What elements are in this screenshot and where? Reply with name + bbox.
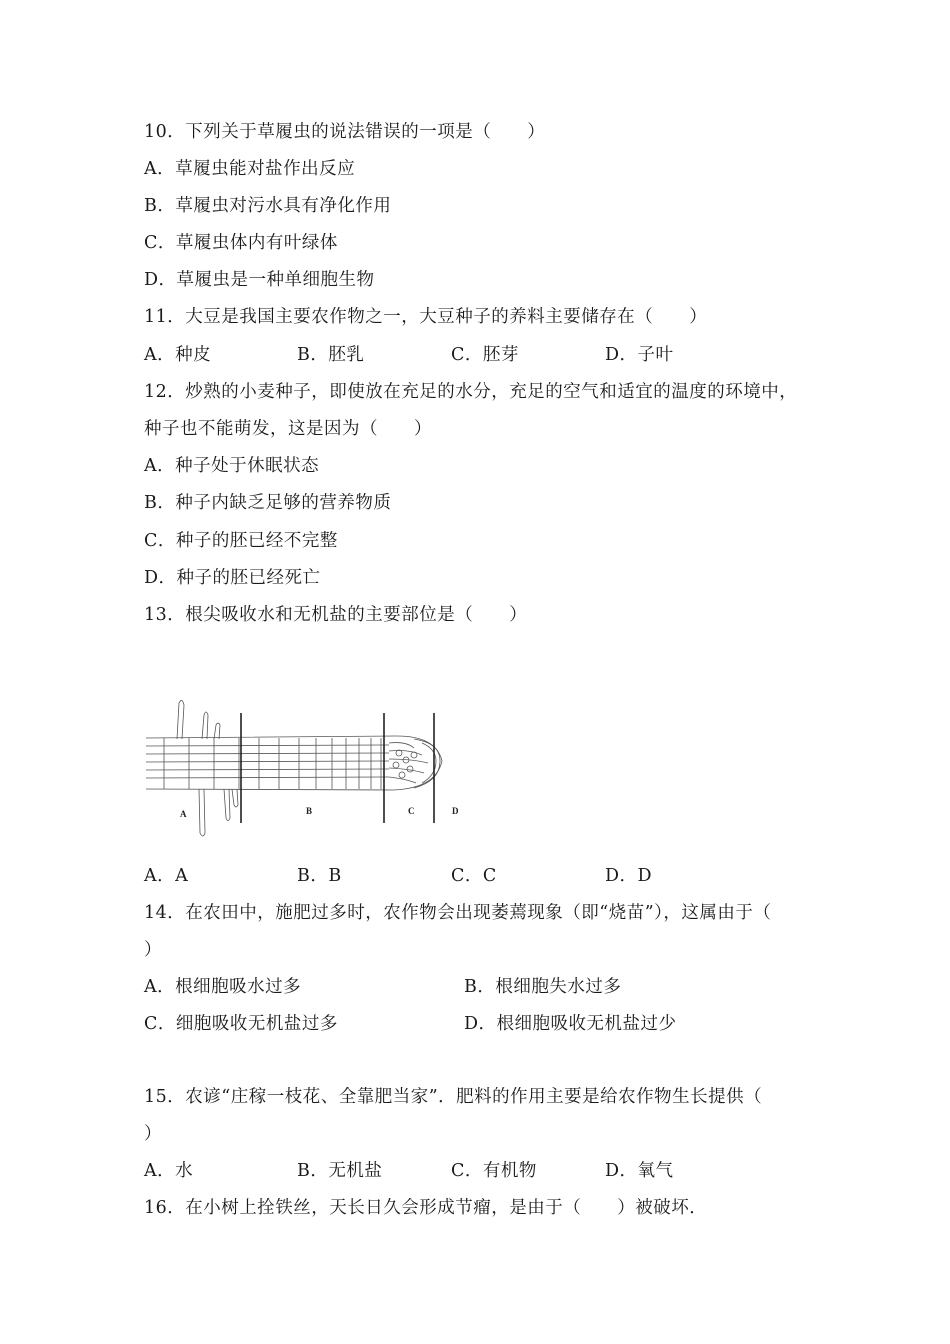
q13-option-b: B．B — [297, 866, 342, 886]
q14-option-d: D．根细胞吸收无机盐过少 — [464, 1014, 677, 1034]
q14-option-b: B．根细胞失水过多 — [464, 977, 622, 997]
q12-option-c: C．种子的胚已经不完整 — [144, 531, 338, 551]
q15-stem-line2: ） — [144, 1124, 162, 1144]
q12-option-d: D．种子的胚已经死亡 — [144, 568, 321, 588]
q12-stem-line2: 种子也不能萌发，这是因为（ ） — [144, 419, 432, 439]
q16-stem: 16．在小树上拴铁丝，天长日久会形成节瘤，是由于（ ）被破坏． — [144, 1198, 708, 1218]
q11-option-d: D．子叶 — [605, 345, 674, 365]
q13-option-c: C．C — [451, 866, 497, 886]
figure-label-c: C — [408, 806, 415, 816]
q10-stem: 10．下列关于草履虫的说法错误的一项是（ ） — [144, 122, 546, 142]
q11-option-b: B．胚乳 — [297, 345, 365, 365]
q14-stem-line2: ） — [144, 940, 162, 960]
figure-label-a: A — [180, 809, 187, 819]
figure-label-d: D — [452, 806, 459, 816]
q11-option-a: A．种皮 — [144, 345, 212, 365]
q13-option-a: A．A — [144, 866, 189, 886]
q13-stem: 13．根尖吸收水和无机盐的主要部位是（ ） — [144, 605, 528, 625]
q12-option-a: A．种子处于休眠状态 — [144, 456, 320, 476]
root-tip-diagram — [144, 693, 474, 843]
q13-option-d: D．D — [605, 866, 653, 886]
q14-option-a: A．根细胞吸水过多 — [144, 977, 302, 997]
q11-option-c: C．胚芽 — [451, 345, 519, 365]
q10-option-a: A．草履虫能对盐作出反应 — [144, 159, 356, 179]
q10-option-c: C．草履虫体内有叶绿体 — [144, 233, 338, 253]
q15-stem-line1: 15．农谚“庄稼一枝花、全靠肥当家”．肥料的作用主要是给农作物生长提供（ — [144, 1087, 763, 1107]
q10-option-d: D．草履虫是一种单细胞生物 — [144, 270, 375, 290]
figure-label-b: B — [306, 806, 313, 816]
q14-option-c: C．细胞吸收无机盐过多 — [144, 1014, 338, 1034]
q14-stem-line1: 14．在农田中，施肥过多时，农作物会出现萎蔫现象（即“烧苗”），这属由于（ — [144, 903, 772, 923]
q15-option-d: D．氧气 — [605, 1161, 674, 1181]
q10-option-b: B．草履虫对污水具有净化作用 — [144, 196, 392, 216]
q15-option-b: B．无机盐 — [297, 1161, 383, 1181]
q11-stem: 11．大豆是我国主要农作物之一，大豆种子的养料主要储存在（ ） — [144, 307, 708, 327]
q15-option-a: A．水 — [144, 1161, 194, 1181]
q12-stem-line1: 12．炒熟的小麦种子，即使放在充足的水分，充足的空气和适宜的温度的环境中， — [144, 382, 798, 402]
q12-option-b: B．种子内缺乏足够的营养物质 — [144, 493, 392, 513]
q15-option-c: C．有机物 — [451, 1161, 537, 1181]
